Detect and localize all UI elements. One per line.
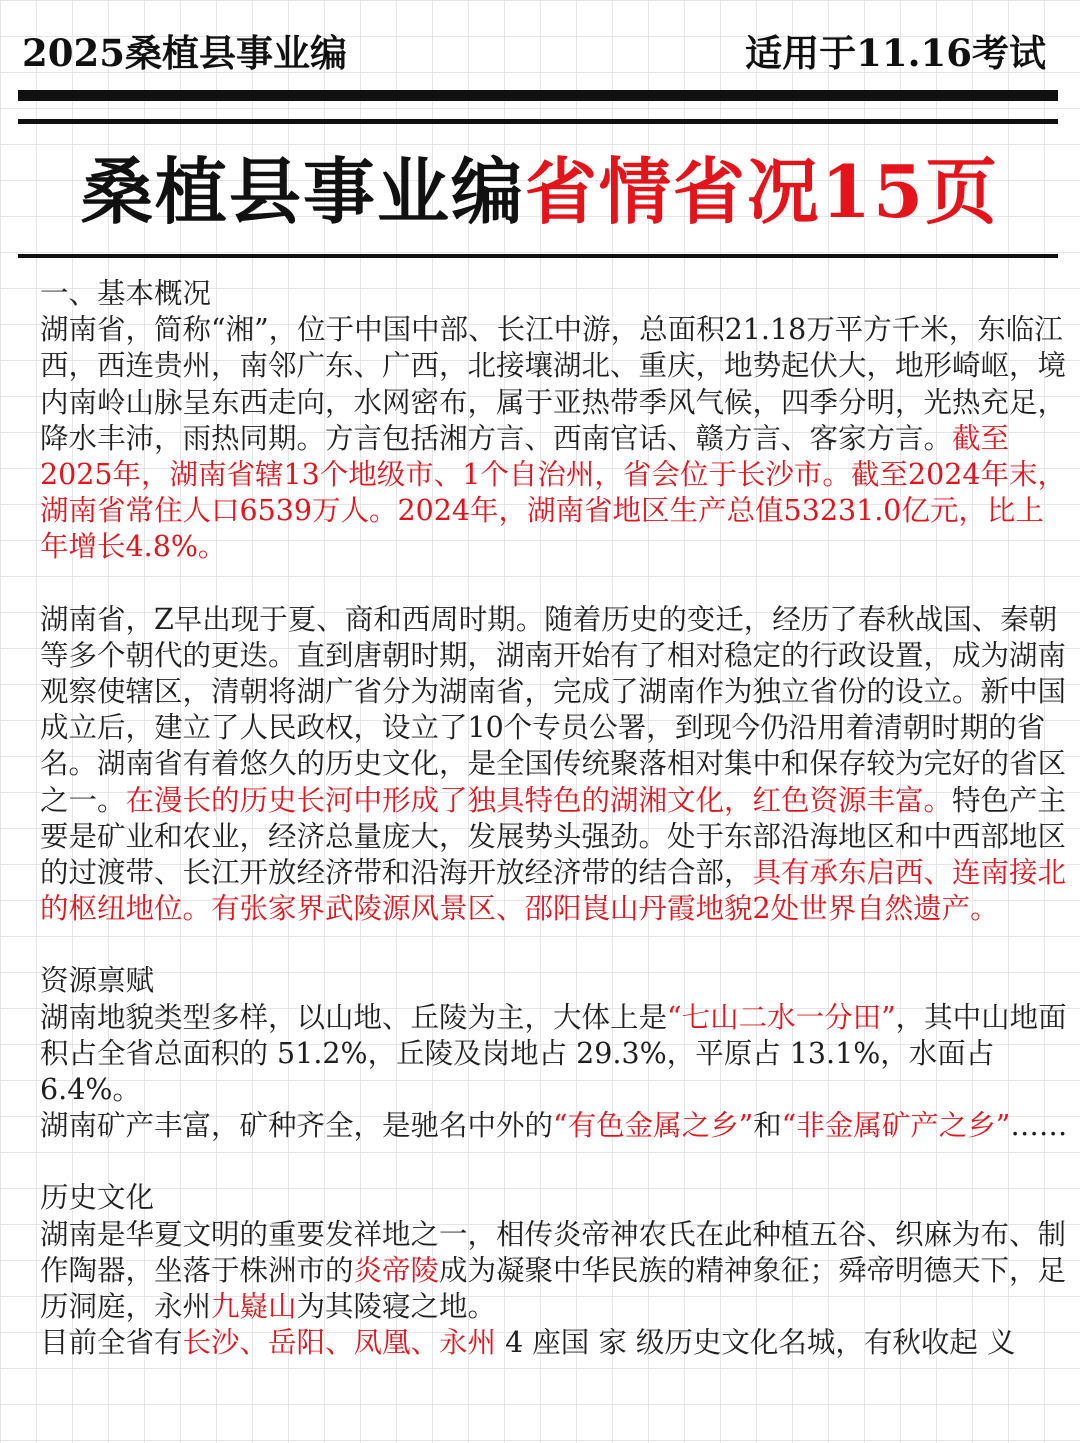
title-black-part: 桑植县事业编 [80,149,525,234]
history-paragraph-2 [40,1325,1072,1361]
highlight-run: 炎帝陵 [353,1253,440,1287]
section-heading-resources: 资源禀赋 [40,964,155,998]
paragraph-gap [40,927,1072,963]
highlight-run: “有色金属之乡” [553,1109,754,1143]
text-run: 湖南是华夏文明的重要发祥地之一，相传炎帝神农氏在此种植五谷、织麻为布、制作陶器，坐落于株洲市的 [40,1217,1067,1287]
text-run: 特色产主要是矿业和农业，经济总量庞大，发展势头强劲。处于东部沿海地区和中西部地区的过渡带、长江开放经济带和沿海开放经济带的结合部， [40,783,1067,890]
highlight-run: “非金属矿产之乡” [781,1109,1011,1143]
text-run: ，其中山地面积占全省总面积的 51.2%，丘陵及岗地占 29.3%，平原占 13.1%，水面占 6.4%。 [40,1000,1067,1107]
resources-paragraph-2 [40,1108,1072,1144]
text-run: 湖南地貌类型多样，以山地、丘陵为主，大体上是 [40,1000,668,1034]
highlight-run: 具有承东启西、连南接北的枢纽地位。有张家界武陵源风景区、邵阳崀山丹霞地貌2处世界自然遗产。 [40,856,1067,926]
paragraph-gap [40,1144,1072,1180]
text-run: 湖南矿产丰富，矿种齐全，是驰名中外的 [40,1109,554,1143]
header-right-label: 适用于11.16考试 [745,31,1046,75]
highlight-run: “七山二水一分田” [667,1000,896,1034]
top-header [22,24,1046,76]
header-left-label: 2025桑植县事业编 [22,31,347,75]
text-run: 为其陵寝之地。 [296,1290,497,1324]
text-run: 目前全省有 [40,1326,183,1360]
text-run: 成为凝聚中华民族的精神象征；舜帝明德天下，足历洞庭，永州 [40,1253,1067,1324]
text-run: 湖南省，简称“湘”，位于中国中部、长江中游，总面积21.18万平方千米，东临江西，西连贵州，南邻广东、广西，北接壤湖北、重庆，地势起伏大，地形崎岖，境内南岭山脉呈东西走向，水网密布，属于亚热带季风气候，四季分明，光热充足，降水丰沛，雨热同期。方言包括湘方言、西南官话、赣方言、客家方言。 [40,313,1067,455]
basic-paragraph-2 [40,602,1072,928]
top-thick-rule [18,90,1058,101]
resources-paragraph-1 [40,1000,1072,1109]
highlight-run: 截至2025年，湖南省辖13个地级市、1个自治州，省会位于长沙市。截至2024年末，湖南省常住人口6539万人。2024年，湖南省地区生产总值53231.0亿元，比上年增长4.8%。 [40,421,1066,564]
highlight-run: 长沙、岳阳、凤凰、永州 [182,1326,497,1360]
section-heading-basic: 一、基本概况 [40,277,212,310]
top-thin-rule [18,119,1058,124]
document-body [40,276,1072,1361]
text-run: …… [1010,1109,1068,1143]
section-heading-history: 历史文化 [40,1181,155,1215]
text-run: 湖南省，Z早出现于夏、商和西周时期。随着历史的变迁，经历了春秋战国、秦朝等多个朝代的更迭。直到唐朝时期，湖南开始有了相对稳定的行政设置，成为湖南观察使辖区，清朝将湖广省分为湖南省，完成了湖南作为独立省份的设立。新中国成立后，建立了人民政权，设立了10个专员公署，到现今仍沿用着清朝时期的省名。湖南省有着悠久的历史文化，是全国传统聚落相对集中和保存较为完好的省区之一。 [40,602,1067,817]
title-bottom-rule [18,254,1058,258]
title-red-part: 省情省况15页 [524,149,1000,234]
text-run: 4 座国 家 级历史文化名城，有秋收起 义 [496,1326,1016,1360]
page-title [0,142,1080,242]
highlight-run: 在漫长的历史长河中形成了独具特色的湖湘文化，红色资源丰富。 [125,783,953,817]
basic-paragraph-1 [40,312,1072,565]
highlight-run: 九嶷山 [211,1290,297,1324]
history-paragraph-1 [40,1217,1072,1326]
paragraph-gap [40,566,1072,602]
text-run: 和 [753,1109,782,1143]
